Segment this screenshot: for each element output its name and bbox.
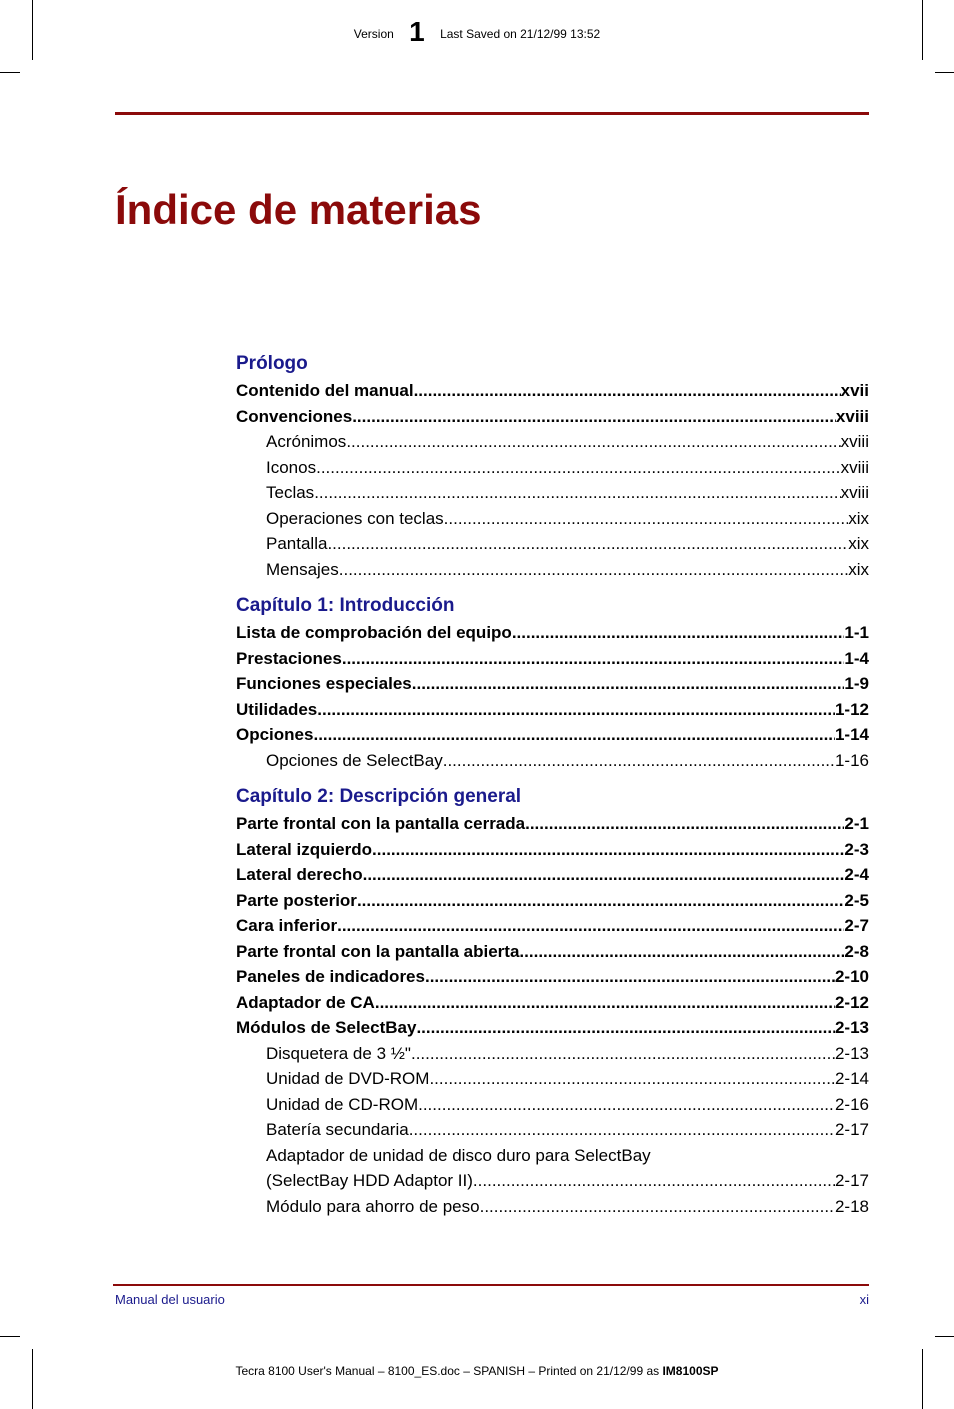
toc-entry-page: 2-8 [844,941,869,961]
toc-entry[interactable] [236,697,869,723]
crop-mark [935,72,954,73]
toc-entry-page: 2-17 [834,1171,869,1190]
toc-entry-text: Acrónimos [266,432,347,451]
toc-entry[interactable] [236,1092,869,1118]
toc-entry[interactable] [236,913,869,939]
toc-entry[interactable] [236,429,869,455]
dot-leader [480,1194,835,1220]
dot-leader [342,646,845,672]
toc-entry[interactable] [236,1168,869,1194]
toc-entry-page: 2-12 [834,992,869,1012]
toc-entry-text: Unidad de CD-ROM [266,1094,419,1114]
toc-entry-text[interactable]: Adaptador de unidad de disco duro para SelectBay [266,1145,651,1165]
toc-entry-text: Disquetera de 3 ½" [266,1043,411,1063]
dot-leader [313,722,835,748]
dot-leader [317,697,835,723]
dot-leader [418,1092,835,1118]
toc-entry-page: 2-13 [834,1043,869,1063]
dot-leader [372,837,844,863]
page-title: Índice de materias [115,186,482,233]
toc-entry[interactable] [236,378,869,404]
toc-entry-page: 2-1 [844,814,869,833]
toc-entry[interactable] [236,1117,869,1143]
toc-section-heading[interactable]: Prólogo [236,353,308,374]
toc-entry[interactable] [236,888,869,914]
toc-entry-text: Operaciones con teclas [266,508,444,528]
toc-entry-text: Convenciones [236,406,353,426]
toc-entry-page: 1-1 [844,623,869,642]
toc-entry-text: Opciones [236,725,314,744]
toc-entry-text: Lateral izquierdo [236,839,373,859]
dot-leader [425,964,835,990]
version-number: 1 [409,16,425,47]
toc-entry[interactable] [236,722,869,748]
toc-entry-page: xix [848,508,869,528]
toc-entry-text: Prestaciones [236,648,342,668]
document-header [0,18,954,50]
toc-entry-page: 2-5 [844,890,869,910]
toc-entry-text: Lateral derecho [236,865,363,884]
dot-leader [525,811,844,837]
toc-entry-page: 2-13 [834,1018,869,1037]
toc-entry-text: Contenido del manual [236,381,414,400]
toc-entry-page: 1-16 [834,750,869,770]
crop-mark [0,72,20,73]
toc-entry-page: xix [848,534,869,553]
toc-entry[interactable] [236,480,869,506]
toc-entry[interactable] [236,862,869,888]
toc-entry[interactable] [236,837,869,863]
toc-entry[interactable] [236,1194,869,1220]
dot-leader [412,671,845,697]
toc-entry-text: Parte frontal con la pantalla abierta [236,941,520,961]
dot-leader [357,888,844,914]
toc-entry-text: Parte frontal con la pantalla cerrada [236,814,526,833]
toc-entry[interactable] [236,1015,869,1041]
toc-entry-page: 1-12 [834,699,869,719]
dot-leader [352,404,836,430]
print-line-code: IM8100SP [662,1364,719,1378]
toc-entry-text: Mensajes [266,559,339,579]
toc-entry-text: Parte posterior [236,890,357,910]
toc-entry-page: 2-17 [834,1120,869,1139]
last-saved: Last Saved on 21/12/99 13:52 [440,27,601,41]
toc-entry[interactable] [236,506,869,532]
header-rule [115,112,869,115]
footer-rule [113,1284,869,1286]
toc-entry-page: 2-7 [844,916,869,935]
version-label: Version [353,27,394,41]
toc-entry-text: Módulos de SelectBay [236,1018,417,1037]
crop-mark [0,1336,20,1337]
toc-entry[interactable] [236,620,869,646]
toc-entry-text: Cara inferior [236,916,338,935]
toc-entry-text: Adaptador de CA [236,992,375,1012]
toc-entry-text: Pantalla [266,534,328,553]
toc-entry-page: 2-10 [834,967,869,986]
dot-leader [337,913,844,939]
dot-leader [416,1015,835,1041]
dot-leader [444,506,849,532]
dot-leader [316,455,841,481]
toc-entry-text: Paneles de indicadores [236,967,425,986]
toc-entry[interactable] [236,939,869,965]
toc-entry[interactable] [236,671,869,697]
toc-entry[interactable] [236,404,869,430]
toc-entry-page: xvii [840,381,869,400]
dot-leader [429,1066,835,1092]
toc-entry[interactable] [236,964,869,990]
toc-entry-page: xviii [840,432,869,451]
dot-leader [327,531,848,557]
toc-entry-text: Opciones de SelectBay [266,750,443,770]
toc-entry-text: Módulo para ahorro de peso [266,1196,480,1216]
toc-entry[interactable] [236,811,869,837]
toc-entry-page: 1-9 [844,674,869,693]
toc-entry-text: Unidad de DVD-ROM [266,1069,430,1088]
dot-leader [375,990,835,1016]
toc-entry-page: 2-3 [844,839,869,859]
toc-entry[interactable] [236,1066,869,1092]
dot-leader [409,1117,835,1143]
dot-leader [519,939,844,965]
toc-entry[interactable] [236,748,869,774]
toc-section-heading[interactable]: Capítulo 2: Descripción general [236,786,522,807]
toc-entry-text: Utilidades [236,699,318,719]
toc-entry-text: Iconos [266,457,317,477]
dot-leader [411,1041,835,1067]
toc-entry-text: Lista de comprobación del equipo [236,623,512,642]
footer-page-number: xi [859,1292,869,1307]
toc-entry-text: (SelectBay HDD Adaptor II) [266,1171,473,1190]
toc-entry[interactable] [236,531,869,557]
table-of-contents [236,350,869,1219]
crop-mark [32,1349,33,1409]
toc-entry[interactable] [236,557,869,583]
toc-entry-page: 1-4 [844,648,869,668]
toc-entry-text: Batería secundaria [266,1120,409,1139]
toc-section-heading[interactable]: Capítulo 1: Introducción [236,595,455,616]
dot-leader [443,748,835,774]
dot-leader [363,862,845,888]
dot-leader [512,620,845,646]
toc-entry[interactable] [236,990,869,1016]
toc-entry-text: Teclas [266,483,315,502]
dot-leader [414,378,841,404]
toc-entry-text: Funciones especiales [236,674,412,693]
toc-entry-page: xviii [840,457,869,477]
toc-entry-page: 2-16 [834,1094,869,1114]
crop-mark [935,1336,954,1337]
toc-entry-page: 2-14 [834,1069,869,1088]
crop-mark [922,1349,923,1409]
toc-entry-page: 1-14 [834,725,869,744]
dot-leader [346,429,840,455]
toc-entry-page: 2-18 [834,1196,869,1216]
toc-entry-page: xviii [835,406,869,426]
dot-leader [314,480,840,506]
toc-entry-page: xix [848,559,869,579]
dot-leader [473,1168,835,1194]
toc-entry[interactable] [236,646,869,672]
toc-entry[interactable] [236,1041,869,1067]
footer-manual-title: Manual del usuario [115,1292,225,1307]
dot-leader [339,557,848,583]
toc-entry-page: 2-4 [844,865,869,884]
print-line-text: Tecra 8100 User's Manual – 8100_ES.doc – SPANISH – Printed on 21/12/99 as [235,1364,663,1378]
print-line [0,1364,954,1378]
toc-entry-page: xviii [840,483,869,502]
toc-entry[interactable] [236,455,869,481]
